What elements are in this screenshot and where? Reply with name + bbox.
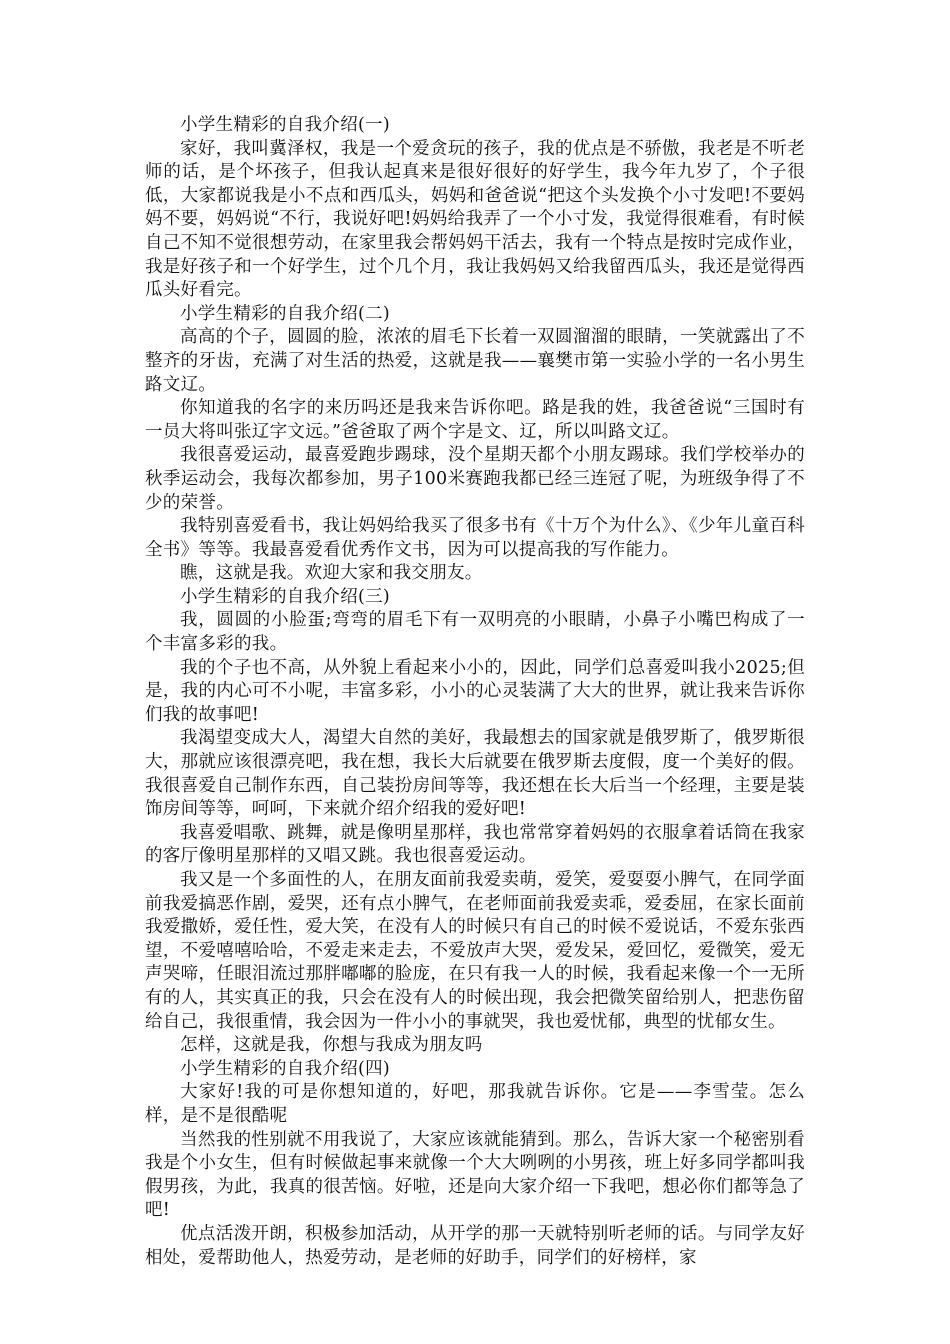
paragraph: 优点活泼开朗，积极参加活动，从开学的那一天就特别听老师的话。与同学友好相处，爱帮助他人，热爱劳动，是老师的好助手，同学们的好榜样，家 bbox=[145, 1223, 805, 1268]
paragraph: 我的个子也不高，从外貌上看起来小小的，因此，同学们总喜爱叫我小2025;但是，我的内心可不小呢，丰富多彩，小小的心灵装满了大大的世界，就让我来告诉你们我的故事吧! bbox=[145, 657, 805, 725]
paragraph: 家好，我叫冀泽权，我是一个爱贪玩的孩子，我的优点是不骄傲，我老是不听老师的话，是个坏孩子，但我认起真来是很好很好的好学生，我今年九岁了，个子很低，大家都说我是小不点和西瓜头，妈妈和爸爸说“把这个头发换个小寸发吧!不要妈妈不要，妈妈说“不行，我说好吧!妈妈给我弄了一个小寸发，我觉得很难看，有时候自己不知不觉很想劳动，在家里我会帮妈妈干活去，我有一个特点是按时完成作业，我是好孩子和一个好学生，过个几个月，我让我妈妈又给我留西瓜头，我还是觉得西瓜头好看完。 bbox=[145, 138, 805, 301]
paragraph: 你知道我的名字的来历吗还是我来告诉你吧。路是我的姓，我爸爸说“三国时有一员大将叫张辽字文远。”爸爸取了两个字是文、辽，所以叫路文辽。 bbox=[145, 398, 805, 442]
paragraph: 我特别喜爱看书，我让妈妈给我买了很多书有《十万个为什么》、《少年儿童百科全书》等等。我最喜爱看优秀作文书，因为可以提高我的写作能力。 bbox=[145, 516, 805, 560]
paragraph: 高高的个子，圆圆的脸，浓浓的眉毛下长着一双圆溜溜的眼睛，一笑就露出了不整齐的牙齿，充满了对生活的热爱，这就是我——襄樊市第一实验小学的一名小男生路文辽。 bbox=[145, 327, 805, 395]
paragraph: 瞧，这就是我。欢迎大家和我交朋友。 bbox=[180, 563, 483, 584]
document-page bbox=[145, 114, 805, 1270]
paragraph: 我渴望变成大人，渴望大自然的美好，我最想去的国家就是俄罗斯了，俄罗斯很大，那就应该很漂亮吧，我在想，我长大后就要在俄罗斯去度假，度一个美好的假。我很喜爱自己制作东西，自己装扮房间等等，我还想在长大后当一个经理，主要是装饰房间等等，呵呵，下来就介绍介绍我的爱好吧! bbox=[145, 728, 805, 820]
paragraph: 我，圆圆的小脸蛋;弯弯的眉毛下有一双明亮的小眼睛，小鼻子小嘴巴构成了一个丰富多彩的我。 bbox=[145, 610, 805, 655]
paragraph: 我很喜爱运动，最喜爱跑步踢球，没个星期天都个小朋友踢球。我们学校举办的秋季运动会，我每次都参加，男子100米赛跑我都已经三连冠了呢，为班级争得了不少的荣誉。 bbox=[145, 445, 805, 513]
paragraph: 当然我的性别就不用我说了，大家应该就能猜到。那么，告诉大家一个秘密别看我是个小女生，但有时候做起事来就像一个大大咧咧的小男孩，班上好多同学都叫我假男孩，为此，我真的很苦恼。好啦，还是向大家介绍一下我吧，想必你们都等急了吧! bbox=[145, 1129, 805, 1221]
paragraph: 大家好!我的可是你想知道的，好吧，那我就告诉你。它是——李雪莹。怎么样，是不是很酷呢 bbox=[145, 1082, 805, 1126]
section-heading: 小学生精彩的自我介绍(二) bbox=[180, 303, 391, 324]
paragraph: 我喜爱唱歌、跳舞，就是像明星那样，我也常常穿着妈妈的衣服拿着话筒在我家的客厅像明星那样的又唱又跳。我也很喜爱运动。 bbox=[145, 822, 805, 867]
section-heading: 小学生精彩的自我介绍(三) bbox=[180, 586, 391, 607]
section-heading: 小学生精彩的自我介绍(四) bbox=[180, 1058, 391, 1079]
paragraph: 我又是一个多面性的人，在朋友面前我爱卖萌，爱笑，爱耍耍小脾气，在同学面前我爱搞恶作剧，爱哭，还有点小脾气，在老师面前我爱卖乖，爱委屈，在家长面前我爱撒娇，爱任性，爱大笑，在没有人的时候只有自己的时候不爱说话，不爱东张西望，不爱嘻嘻哈哈，不爱走来走去，不爱放声大哭，爱发呆，爱回忆，爱微笑，爱无声哭啼，任眼泪流过那胖嘟嘟的脸庞，在只有我一人的时候，我看起来像一个一无所有的人，其实真正的我，只会在没有人的时候出现，我会把微笑留给别人，把悲伤留给自己，我很重情，我会因为一件小小的事就哭，我也爱忧郁，典型的忧郁女生。 bbox=[145, 870, 805, 1032]
paragraph: 怎样，这就是我，你想与我成为朋友吗 bbox=[180, 1035, 483, 1056]
section-heading: 小学生精彩的自我介绍(一) bbox=[180, 115, 391, 135]
